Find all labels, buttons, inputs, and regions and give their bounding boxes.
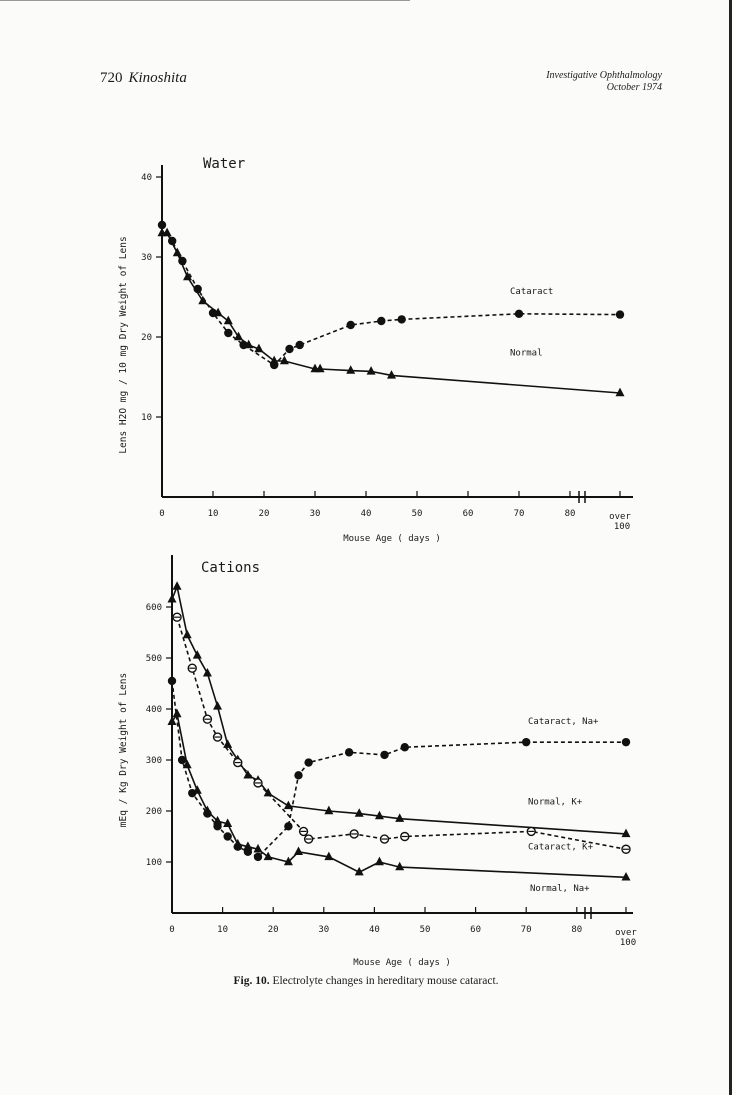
journal-name: Investigative Ophthalmology [546, 70, 662, 81]
series-label: Normal, Na+ [530, 884, 590, 895]
data-point [285, 345, 293, 353]
x-tick-label: over [609, 512, 631, 522]
data-point [173, 581, 182, 590]
x-tick-label: 30 [318, 925, 330, 935]
data-point [622, 829, 631, 838]
data-point [522, 738, 530, 746]
y-axis-label: mEq / Kg Dry Weight of Lens [118, 672, 129, 828]
data-point [168, 594, 177, 603]
data-point [375, 857, 384, 866]
author-name: Kinoshita [128, 70, 187, 86]
data-point [294, 771, 302, 779]
data-point [377, 317, 385, 325]
y-tick-label: 30 [141, 253, 152, 263]
chart-title: Water [203, 156, 246, 172]
x-tick-label: 30 [309, 509, 321, 519]
y-tick-label: 500 [145, 654, 162, 664]
data-point [345, 748, 353, 756]
x-axis-label: Mouse Age ( days ) [353, 958, 451, 968]
data-point [346, 365, 355, 374]
data-point [398, 315, 406, 323]
chart-panel-1 [156, 165, 633, 503]
series-line [172, 714, 626, 877]
data-point [168, 677, 176, 685]
x-tick-label: 10 [207, 509, 219, 519]
data-point [347, 321, 355, 329]
x-tick-label: 10 [217, 925, 229, 935]
data-point [622, 872, 631, 881]
data-point [224, 329, 232, 337]
data-point [254, 853, 262, 861]
series-label: Normal [510, 348, 543, 359]
data-point [616, 310, 624, 318]
x-tick-label: 20 [258, 509, 270, 519]
data-point [173, 248, 182, 257]
y-tick-label: 10 [141, 413, 152, 423]
figure-caption [0, 975, 732, 987]
page-number: 720 [100, 70, 123, 86]
y-tick-label: 400 [145, 705, 162, 715]
x-tick-label: 50 [411, 509, 423, 519]
series-line [172, 681, 626, 857]
x-tick-label: 40 [360, 509, 372, 519]
data-point [401, 743, 409, 751]
data-point [304, 758, 312, 766]
x-tick-label: 70 [520, 925, 532, 935]
series-label: Cataract, K+ [528, 842, 594, 853]
y-axis-label: Lens H2O mg / 10 mg Dry Weight of Lens [118, 236, 129, 454]
y-tick-label: 40 [141, 173, 152, 183]
x-tick-label: 80 [564, 509, 576, 519]
x-tick-label: 60 [470, 925, 482, 935]
data-point [213, 701, 222, 710]
series-label: Normal, K+ [528, 797, 583, 808]
data-point [622, 738, 630, 746]
data-point [223, 832, 231, 840]
series-line [177, 617, 626, 849]
x-tick-label: 0 [159, 509, 165, 519]
y-tick-label: 300 [145, 756, 162, 766]
y-tick-label: 20 [141, 333, 152, 343]
x-tick-label: over [615, 928, 637, 938]
y-tick-label: 600 [145, 603, 162, 613]
chart-title: Cations [201, 560, 261, 576]
data-point [173, 709, 182, 718]
data-point [294, 846, 303, 855]
x-tick-label: 50 [419, 925, 431, 935]
data-point [296, 341, 304, 349]
series-label: Cataract [510, 286, 554, 297]
data-point [380, 751, 388, 759]
journal-issue: October 1974 [606, 82, 662, 93]
caption-text: Electrolyte changes in hereditary mouse cataract. [269, 975, 499, 987]
x-axis-label: Mouse Age ( days ) [343, 534, 441, 544]
data-point [284, 822, 292, 830]
data-point [280, 356, 289, 365]
x-tick-label: 40 [368, 925, 380, 935]
data-point [270, 356, 279, 365]
y-tick-label: 100 [145, 858, 162, 868]
data-point [264, 852, 273, 861]
x-tick-label: 100 [613, 522, 631, 532]
series-label: Cataract, Na+ [528, 717, 599, 728]
x-tick-label: 70 [513, 509, 525, 519]
data-point [515, 310, 523, 318]
data-point [183, 630, 192, 639]
x-tick-label: 100 [619, 938, 637, 948]
chart-panel-2 [166, 555, 633, 919]
data-point [224, 316, 233, 325]
x-tick-label: 60 [462, 509, 474, 519]
x-tick-label: 20 [267, 925, 279, 935]
data-point [193, 650, 202, 659]
caption-label: Fig. 10. [233, 975, 270, 987]
data-point [616, 388, 625, 397]
data-point [233, 839, 242, 848]
data-point [223, 739, 232, 748]
y-tick-label: 200 [145, 807, 162, 817]
data-point [367, 366, 376, 375]
x-tick-label: 80 [571, 925, 583, 935]
x-tick-label: 0 [169, 925, 175, 935]
series-line [162, 233, 620, 393]
